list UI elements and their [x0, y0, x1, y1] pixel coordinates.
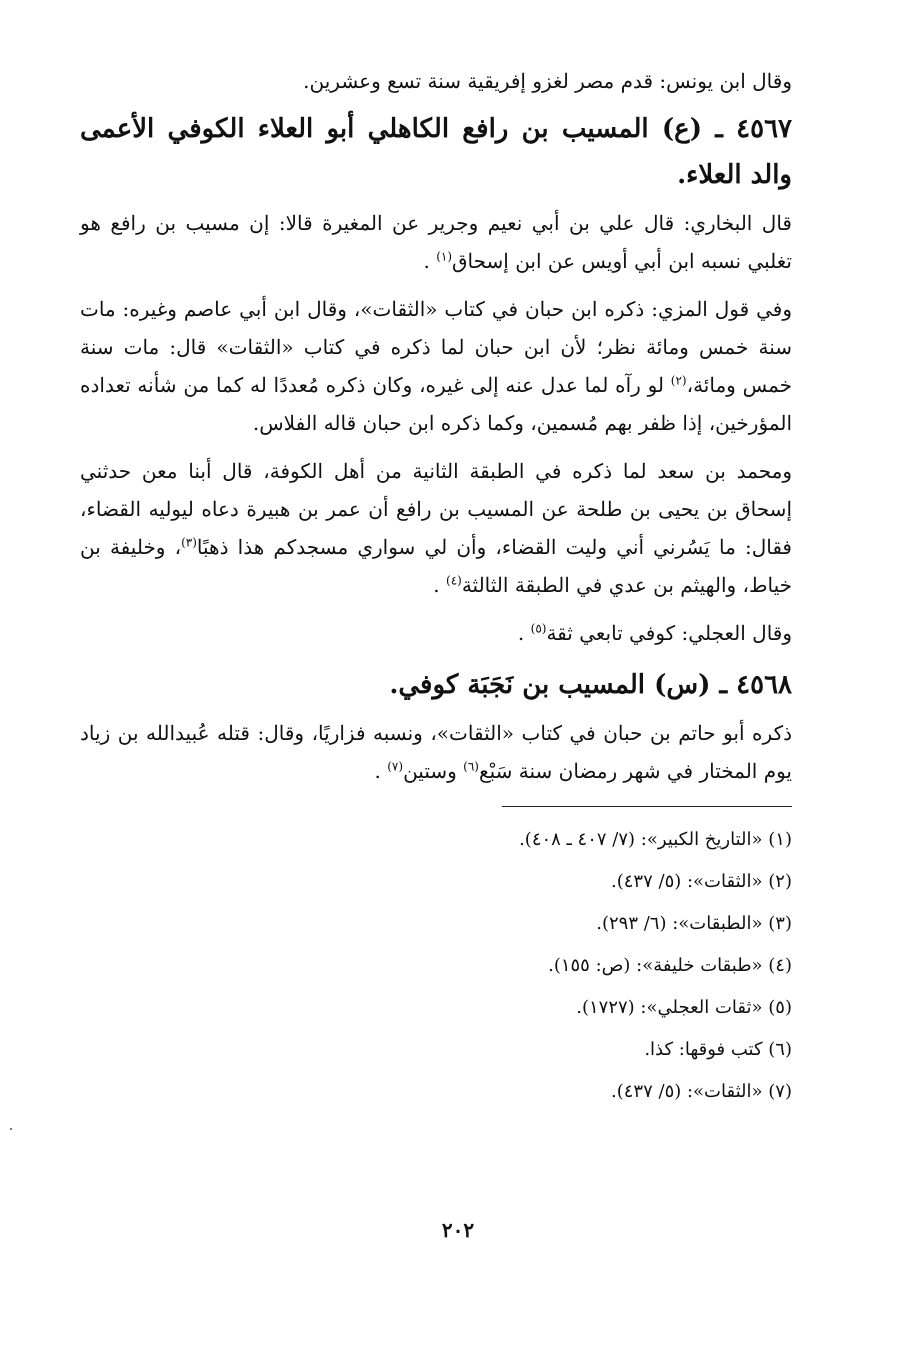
paragraph-text: ، وخليفة بن خياط، والهيثم بن عدي في الطبقة الثالثة: [80, 535, 792, 597]
paragraph-text: قال البخاري: قال علي بن أبي نعيم وجرير عن المغيرة قالا: إن مسيب بن رافع هو تغلبي نسبه ابن أبي أويس عن ابن إسحاق: [80, 211, 792, 273]
page-number: ٢٠٢: [441, 1218, 475, 1242]
footnote-text: «ثقات العجلي»: (١٧٢٧).: [576, 997, 763, 1018]
footnote-text: «الطبقات»: (٦/ ٢٩٣).: [596, 913, 763, 934]
intro-paragraph: [80, 62, 792, 100]
footnote-ref-3[interactable]: (٣): [181, 535, 197, 550]
entry-4567-paragraph-mizzi: [80, 290, 792, 442]
page-body: [80, 62, 792, 1113]
paragraph-text: وقال العجلي: كوفي تابعي ثقة: [546, 621, 792, 645]
paragraph-text: وستين: [403, 759, 457, 783]
footnote-item: [80, 903, 792, 945]
scan-speck: [10, 1128, 12, 1130]
footnote-ref-7[interactable]: (٧): [387, 759, 404, 774]
intro-text: وقال ابن يونس: قدم مصر لغزو إفريقية سنة تسع وعشرين.: [303, 69, 792, 93]
entry-4567-heading: ٤٥٦٧ ـ (ع) المسيب بن رافع الكاهلي أبو العلاء الكوفي الأعمى والد العلاء.: [80, 114, 792, 190]
footnote-item: [80, 861, 792, 903]
footnote-ref-5[interactable]: (٥): [530, 621, 547, 636]
footnote-ref-6[interactable]: (٦): [463, 759, 479, 774]
entry-4567-paragraph-ijli: وقال العجلي: كوفي تابعي ثقة$^{(٥)}$ .: [517, 621, 792, 645]
paragraph-text: لو رآه لما عدل عنه إلى غيره، وكان ذكره مُعددًا له كما من شأنه تعداده المؤرخين، إذا ظفر بهم مُسمين، وكما ذكره ابن حبان قاله الفلاس.: [80, 373, 792, 435]
paragraph-text: ذكره أبو حاتم بن حبان في كتاب «الثقات»، ونسبه فزاريًا، وقال: قتله عُبيدالله بن زياد يوم المختار في شهر رمضان سنة سَبْع: [80, 721, 792, 783]
footnote-divider: [502, 806, 792, 807]
footnote-number: (٥): [768, 997, 792, 1018]
footnote-text: «الثقات»: (٥/ ٤٣٧).: [611, 871, 763, 892]
entry-4568-heading: ٤٥٦٨ ـ (س) المسيب بن نَجَبَة كوفي.: [389, 670, 792, 700]
footnote-text: «طبقات خليفة»: (ص: ١٥٥).: [548, 955, 763, 976]
footnote-number: (٤): [768, 955, 792, 976]
footnote-item: [80, 987, 792, 1029]
footnote-text: «التاريخ الكبير»: (٧/ ٤٠٧ ـ ٤٠٨).: [519, 829, 763, 850]
footnote-ref-1[interactable]: (١): [436, 249, 453, 264]
footnote-text: «الثقات»: (٥/ ٤٣٧).: [611, 1081, 763, 1102]
footnote-ref-2[interactable]: (٢): [670, 373, 687, 388]
footnote-number: (١): [768, 829, 792, 850]
entry-4567-paragraph-bukhari: قال البخاري: قال علي بن أبي نعيم وجرير عن المغيرة قالا: إن مسيب بن رافع هو تغلبي نسبه ابن أبي أويس عن ابن إسحاق$^{(١)}$ .: [80, 211, 792, 273]
paragraph-text: وفي قول المزي: ذكره ابن حبان في كتاب «الثقات»، وقال ابن أبي عاصم وغيره: مات سنة خمس ومائة نظر؛ لأن ابن حبان لما ذكره في كتاب «الثقات» قال: مات سنة خمس ومائة،: [80, 297, 793, 397]
footnote-ref-4[interactable]: (٤): [446, 573, 462, 588]
footnote-text: كتب فوقها: كذا.: [644, 1039, 763, 1060]
paragraph-text: ومحمد بن سعد لما ذكره في الطبقة الثانية من أهل الكوفة، قال أبنا معن حدثني إسحاق بن يحيى بن طلحة عن المسيب بن رافع أن عمر بن هبيرة دعاه ليوليه القضاء، فقال: ما يَسُرني أني وليت القضاء، وأن لي سواري مسجدكم هذا ذهبًا: [80, 459, 792, 559]
entry-4567-paragraph-ibn-saad: ومحمد بن سعد لما ذكره في الطبقة الثانية من أهل الكوفة، قال أبنا معن حدثني إسحاق بن يحيى بن طلحة عن المسيب بن رافع أن عمر بن هبيرة دعاه ليوليه القضاء، فقال: ما يَسُرني أني وليت القضاء، وأن لي سواري مسجدكم هذا ذهبًا$^{(٣)}$، وخليفة بن خياط، والهيثم بن عدي في الطبقة الثالثة$^{(٤)}$ .: [80, 459, 792, 597]
footnote-item: [80, 945, 792, 987]
footnote-item: [80, 1071, 792, 1113]
footnote-item: [80, 819, 792, 861]
footnote-item: [80, 1029, 792, 1071]
entry-4568-paragraph: ذكره أبو حاتم بن حبان في كتاب «الثقات»، ونسبه فزاريًا، وقال: قتله عُبيدالله بن زياد يوم المختار في شهر رمضان سنة سَبْع$^{(٦)}$ وستين$^{(٧)}$ .: [80, 721, 792, 783]
footnote-number: (٣): [768, 913, 792, 934]
footnote-number: (٢): [768, 871, 792, 892]
footnote-number: (٧): [768, 1081, 792, 1102]
footnote-number: (٦): [768, 1039, 792, 1060]
footnotes-list: [80, 819, 792, 1113]
